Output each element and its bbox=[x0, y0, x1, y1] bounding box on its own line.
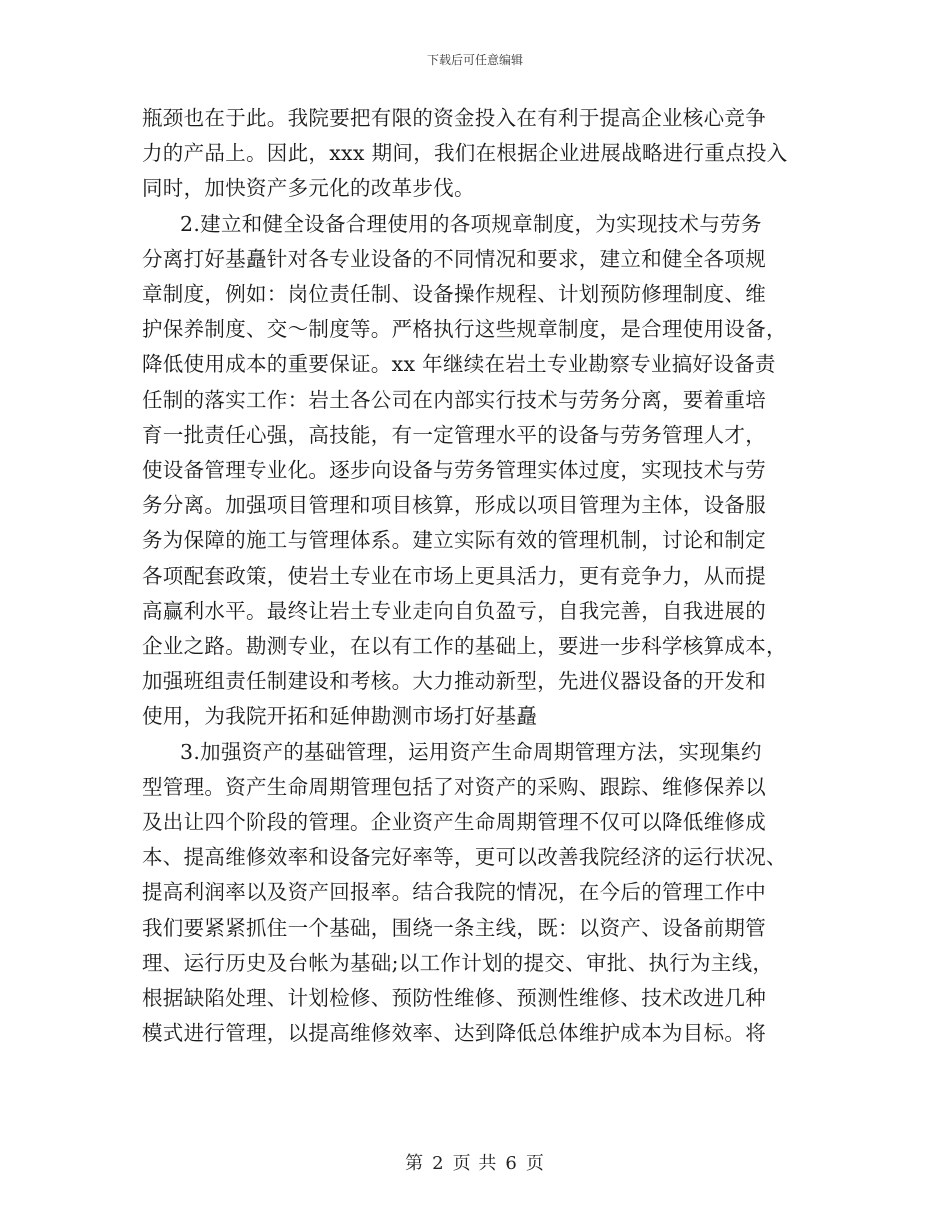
total-page-count: 6 bbox=[505, 1153, 518, 1174]
text-line: 降低使用成本的重要保证。xx 年继续在岩土专业勘察专业搞好设备责 bbox=[142, 352, 776, 377]
text-line: 2.建立和健全设备合理使用的各项规章制度，为实现技术与劳务 bbox=[180, 211, 762, 236]
footer-middle: 页 共 bbox=[452, 1153, 498, 1174]
text-line: 3.加强资产的基础管理，运用资产生命周期管理方法，实现集约 bbox=[180, 739, 762, 764]
text-line: 瓶颈也在于此。我院要把有限的资金投入在有利于提高企业核心竞争 bbox=[142, 106, 766, 130]
current-page-number: 2 bbox=[432, 1153, 445, 1174]
text-line: 根据缺陷处理、计划检修、预防性维修、预测性维修、技术改进几种 bbox=[142, 986, 766, 1011]
text-line: 力的产品上。因此，xxx 期间，我们在根据企业进展战略进行重点投入 bbox=[142, 141, 788, 166]
text-line: 分离打好基矗针对各专业设备的不同情况和要求，建立和健全各项规 bbox=[142, 246, 766, 271]
document-body bbox=[142, 101, 810, 1051]
text-line: 企业之路。勘测专业，在以有工作的基础上，要进一步科学核算成本， bbox=[142, 634, 787, 659]
text-line: 高赢利水平。最终让岩土专业走向自负盈亏，自我完善，自我进展的 bbox=[142, 598, 766, 623]
text-line: 理、运行历史及台帐为基础;以工作计划的提交、审批、执行为主线， bbox=[142, 950, 774, 975]
text-line: 护保养制度、交～制度等。严格执行这些规章制度，是合理使用设备， bbox=[142, 317, 787, 342]
footer-suffix: 页 bbox=[525, 1153, 545, 1174]
text-line: 提高利润率以及资产回报率。结合我院的情况，在今后的管理工作中 bbox=[142, 880, 766, 905]
text-line: 务为保障的施工与管理体系。建立实际有效的管理机制，讨论和制定 bbox=[142, 528, 766, 553]
footer-prefix: 第 bbox=[405, 1153, 425, 1174]
text-line: 加强班组责任制建设和考核。大力推动新型，先进仪器设备的开发和 bbox=[142, 669, 766, 694]
paragraph-2 bbox=[142, 207, 810, 735]
text-line: 章制度，例如：岗位责任制、设备操作规程、计划预防修理制度、维 bbox=[142, 282, 766, 307]
text-line: 模式进行管理，以提高维修效率、达到降低总体维护成本为目标。将 bbox=[142, 1021, 766, 1046]
page-header-note: 下载后可任意编辑 bbox=[426, 53, 523, 67]
text-line: 及出让四个阶段的管理。企业资产生命周期管理不仅可以降低维修成 bbox=[142, 810, 766, 835]
text-line: 各项配套政策，使岩土专业在市场上更具活力，更有竞争力，从而提 bbox=[142, 563, 766, 588]
page-number-footer bbox=[0, 1153, 950, 1175]
text-line: 型管理。资产生命周期管理包括了对资产的采购、跟踪、维修保养以 bbox=[142, 774, 766, 799]
text-line: 我们要紧紧抓住一个基础，围绕一条主线，既：以资产、设备前期管 bbox=[142, 915, 766, 940]
text-line: 务分离。加强项目管理和项目核算，形成以项目管理为主体，设备服 bbox=[142, 493, 766, 518]
text-line: 本、提高维修效率和设备完好率等，更可以改善我院经济的运行状况、 bbox=[142, 845, 787, 870]
text-line: 使用，为我院开拓和延伸勘测市场打好基矗 bbox=[142, 704, 538, 729]
text-line: 同时，加快资产多元化的改革步伐。 bbox=[142, 176, 475, 201]
paragraph-continuation bbox=[142, 101, 810, 207]
paragraph-3 bbox=[142, 735, 810, 1052]
text-line: 使设备管理专业化。逐步向设备与劳务管理实体过度，实现技术与劳 bbox=[142, 458, 766, 483]
text-line: 育一批责任心强，高技能，有一定管理水平的设备与劳务管理人才， bbox=[142, 422, 766, 447]
text-line: 任制的落实工作：岩土各公司在内部实行技术与劳务分离，要着重培 bbox=[142, 387, 766, 412]
